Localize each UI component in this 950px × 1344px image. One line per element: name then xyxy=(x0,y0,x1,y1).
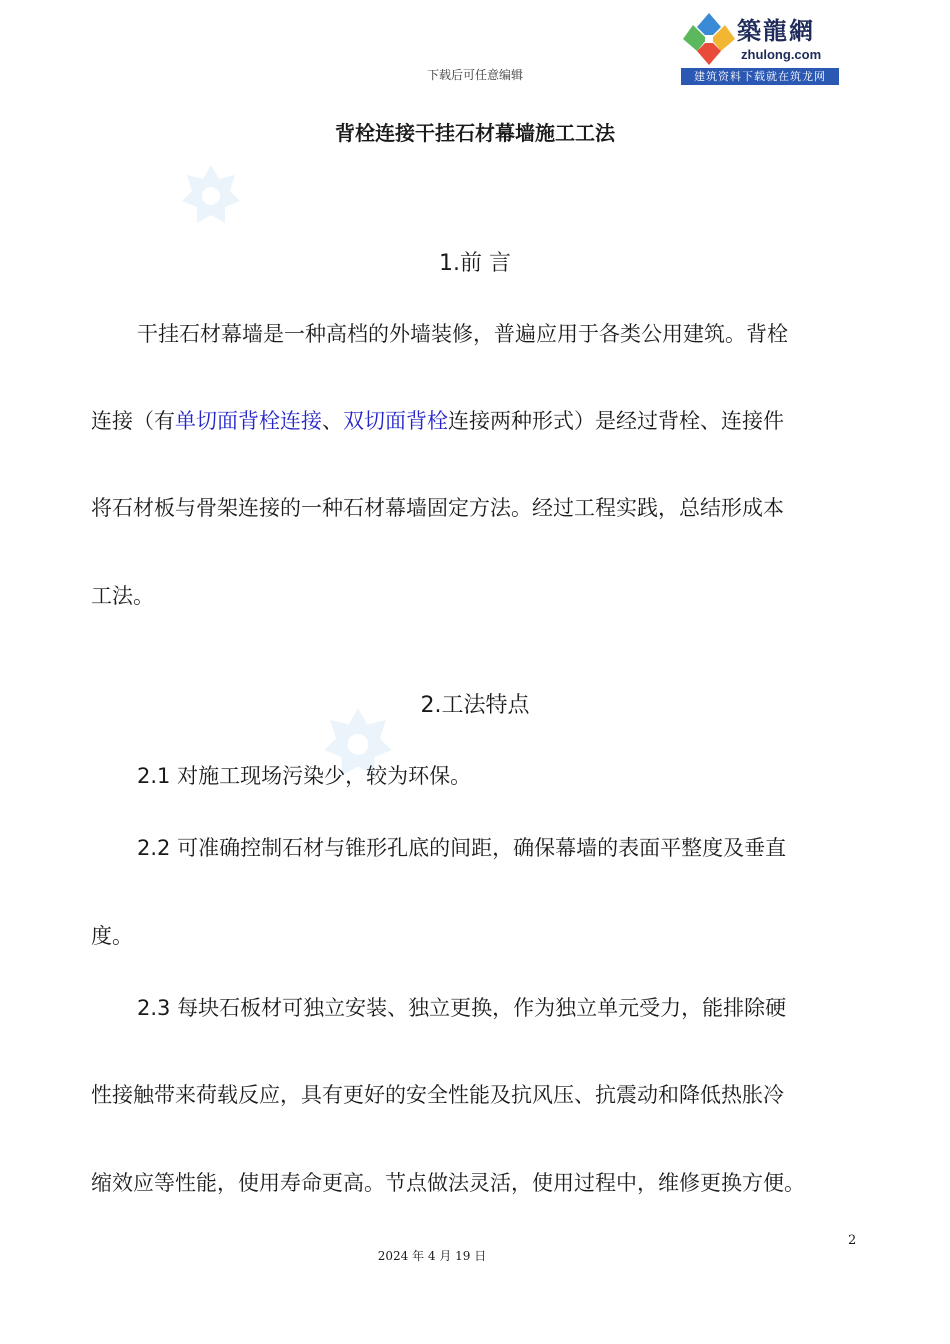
paragraph-line: 度。 xyxy=(91,924,133,948)
page-number: 2 xyxy=(848,1233,857,1248)
logo-name: 築龍網 xyxy=(737,16,815,45)
link-double-cut-bolt[interactable]: 双切面背栓 xyxy=(343,409,448,433)
logo-pinwheel-icon xyxy=(681,9,737,67)
paragraph-line: 2.3 每块石板材可独立安装、独立更换，作为独立单元受力，能排除硬 xyxy=(137,996,787,1020)
link-single-cut-bolt[interactable]: 单切面背栓连接 xyxy=(175,409,322,433)
snowflake-watermark-icon xyxy=(180,163,242,225)
paragraph-line: 2.2 可准确控制石材与锥形孔底的间距，确保幕墙的表面平整度及垂直 xyxy=(137,836,787,860)
footer-date: 2024 年 4 月 19 日 xyxy=(377,1249,487,1263)
paragraph-line: 干挂石材幕墙是一种高档的外墙装修，普遍应用于各类公用建筑。背栓 xyxy=(137,322,788,346)
text-span: 连接两种形式）是经过背栓、连接件 xyxy=(448,409,784,433)
logo-domain: zhulong.com xyxy=(741,47,822,62)
logo-banner: 建筑资料下载就在筑龙网 xyxy=(681,68,839,85)
paragraph-line: 2.1 对施工现场污染少，较为环保。 xyxy=(137,764,472,788)
header-note: 下载后可任意编辑 xyxy=(426,68,523,82)
zhulong-logo[interactable] xyxy=(681,9,839,86)
section-heading: 1.前 言 xyxy=(439,251,511,276)
paragraph-line xyxy=(91,407,866,435)
paragraph-line: 将石材板与骨架连接的一种石材幕墙固定方法。经过工程实践，总结形成本 xyxy=(91,496,784,520)
text-span: 、 xyxy=(322,409,343,433)
text-span: 连接（有 xyxy=(91,409,175,433)
paragraph-line: 工法。 xyxy=(91,584,154,608)
section-heading: 2.工法特点 xyxy=(420,693,530,718)
paragraph-line: 性接触带来荷载反应，具有更好的安全性能及抗风压、抗震动和降低热胀冷 xyxy=(91,1083,784,1107)
paragraph-line: 缩效应等性能，使用寿命更高。节点做法灵活，使用过程中，维修更换方便。 xyxy=(91,1171,805,1195)
document-title: 背栓连接干挂石材幕墙施工工法 xyxy=(335,121,615,145)
